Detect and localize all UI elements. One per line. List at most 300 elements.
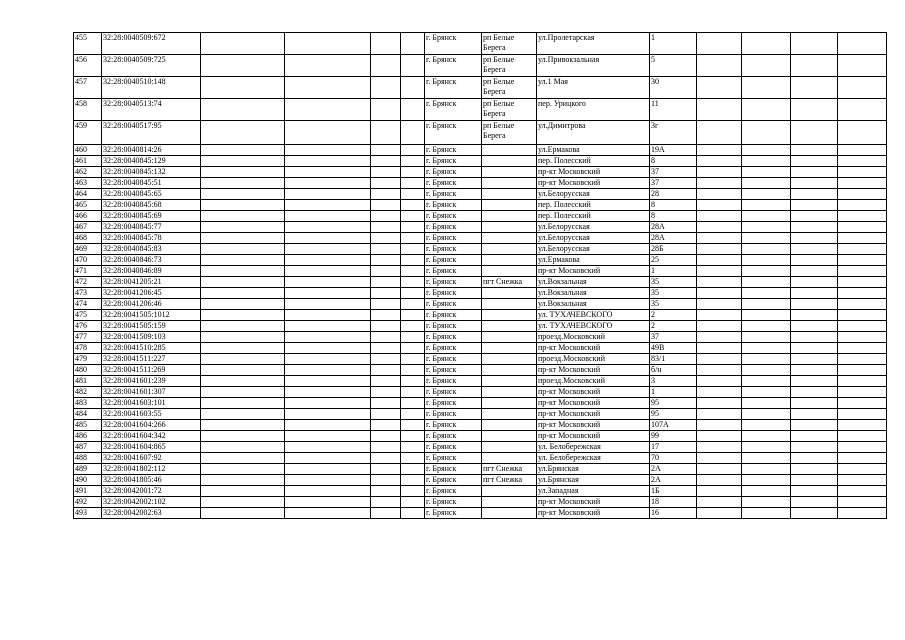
- empty-cell: [742, 288, 791, 299]
- empty-cell: [201, 343, 285, 354]
- table-body: [74, 33, 887, 519]
- house-number-cell: 28А: [650, 222, 697, 233]
- cadastral-number-cell: 32:28:0040846:73: [102, 255, 201, 266]
- city-cell: г. Брянск: [425, 387, 482, 398]
- table-row: [74, 255, 887, 266]
- locality-cell: [482, 266, 537, 277]
- empty-cell: [285, 156, 371, 167]
- cadastral-number-cell: 32:28:0041607:92: [102, 453, 201, 464]
- table-row: [74, 431, 887, 442]
- house-number-cell: 3г: [650, 121, 697, 145]
- row-number-cell: 472: [74, 277, 102, 288]
- street-cell: пер. Полесский: [537, 200, 650, 211]
- empty-cell: [201, 321, 285, 332]
- empty-cell: [285, 431, 371, 442]
- empty-cell: [401, 321, 425, 332]
- empty-cell: [285, 497, 371, 508]
- locality-cell: [482, 387, 537, 398]
- empty-cell: [201, 508, 285, 519]
- empty-cell: [838, 55, 887, 77]
- empty-cell: [697, 288, 742, 299]
- empty-cell: [791, 233, 838, 244]
- empty-cell: [401, 387, 425, 398]
- cadastral-number-cell: 32:28:0041509:103: [102, 332, 201, 343]
- cadastral-number-cell: 32:28:0042002:63: [102, 508, 201, 519]
- row-number-cell: 460: [74, 145, 102, 156]
- street-cell: ул.Ермакова: [537, 145, 650, 156]
- empty-cell: [697, 156, 742, 167]
- empty-cell: [285, 453, 371, 464]
- cadastral-number-cell: 32:28:0041510:285: [102, 343, 201, 354]
- locality-cell: пгт Снежка: [482, 277, 537, 288]
- locality-cell: [482, 376, 537, 387]
- table-row: [74, 332, 887, 343]
- table-row: [74, 167, 887, 178]
- empty-cell: [742, 497, 791, 508]
- empty-cell: [838, 255, 887, 266]
- empty-cell: [285, 189, 371, 200]
- empty-cell: [371, 310, 401, 321]
- empty-cell: [285, 464, 371, 475]
- locality-cell: [482, 222, 537, 233]
- empty-cell: [697, 310, 742, 321]
- house-number-cell: 83/1: [650, 354, 697, 365]
- empty-cell: [201, 178, 285, 189]
- empty-cell: [371, 420, 401, 431]
- locality-cell: рп Белые Берега: [482, 55, 537, 77]
- empty-cell: [201, 442, 285, 453]
- locality-cell: [482, 156, 537, 167]
- empty-cell: [401, 442, 425, 453]
- house-number-cell: 11: [650, 99, 697, 121]
- street-cell: пр-кт Московский: [537, 343, 650, 354]
- street-cell: пр-кт Московский: [537, 420, 650, 431]
- city-cell: г. Брянск: [425, 255, 482, 266]
- city-cell: г. Брянск: [425, 486, 482, 497]
- empty-cell: [201, 288, 285, 299]
- locality-cell: [482, 288, 537, 299]
- city-cell: г. Брянск: [425, 222, 482, 233]
- city-cell: г. Брянск: [425, 343, 482, 354]
- empty-cell: [371, 211, 401, 222]
- empty-cell: [285, 200, 371, 211]
- empty-cell: [285, 387, 371, 398]
- house-number-cell: б/н: [650, 365, 697, 376]
- house-number-cell: 2: [650, 310, 697, 321]
- empty-cell: [838, 409, 887, 420]
- cadastral-number-cell: 32:28:0040509:672: [102, 33, 201, 55]
- cadastral-number-cell: 32:28:0040845:65: [102, 189, 201, 200]
- empty-cell: [838, 387, 887, 398]
- cadastral-number-cell: 32:28:0041511:269: [102, 365, 201, 376]
- table-row: [74, 343, 887, 354]
- empty-cell: [697, 178, 742, 189]
- cadastral-number-cell: 32:28:0041603:55: [102, 409, 201, 420]
- empty-cell: [371, 167, 401, 178]
- street-cell: проезд.Московский: [537, 376, 650, 387]
- empty-cell: [791, 508, 838, 519]
- empty-cell: [838, 178, 887, 189]
- locality-cell: [482, 233, 537, 244]
- empty-cell: [401, 77, 425, 99]
- empty-cell: [697, 145, 742, 156]
- house-number-cell: 70: [650, 453, 697, 464]
- empty-cell: [285, 211, 371, 222]
- empty-cell: [401, 354, 425, 365]
- street-cell: ул.Брянская: [537, 464, 650, 475]
- empty-cell: [791, 200, 838, 211]
- table-row: [74, 244, 887, 255]
- house-number-cell: 8: [650, 200, 697, 211]
- empty-cell: [285, 420, 371, 431]
- empty-cell: [371, 255, 401, 266]
- cadastral-number-cell: 32:28:0041805:46: [102, 475, 201, 486]
- empty-cell: [791, 431, 838, 442]
- empty-cell: [401, 420, 425, 431]
- street-cell: ул.Белорусская: [537, 244, 650, 255]
- empty-cell: [742, 398, 791, 409]
- empty-cell: [838, 233, 887, 244]
- row-number-cell: 459: [74, 121, 102, 145]
- empty-cell: [401, 178, 425, 189]
- house-number-cell: 25: [650, 255, 697, 266]
- empty-cell: [742, 211, 791, 222]
- empty-cell: [401, 497, 425, 508]
- empty-cell: [791, 299, 838, 310]
- empty-cell: [371, 464, 401, 475]
- empty-cell: [838, 145, 887, 156]
- table-row: [74, 156, 887, 167]
- empty-cell: [838, 508, 887, 519]
- house-number-cell: 18: [650, 497, 697, 508]
- empty-cell: [791, 486, 838, 497]
- empty-cell: [791, 222, 838, 233]
- row-number-cell: 491: [74, 486, 102, 497]
- empty-cell: [791, 365, 838, 376]
- cadastral-number-cell: 32:28:0040513:74: [102, 99, 201, 121]
- empty-cell: [371, 321, 401, 332]
- row-number-cell: 486: [74, 431, 102, 442]
- street-cell: ул. ТУХАЧЕВСКОГО: [537, 310, 650, 321]
- empty-cell: [285, 99, 371, 121]
- empty-cell: [742, 354, 791, 365]
- empty-cell: [201, 310, 285, 321]
- empty-cell: [401, 310, 425, 321]
- empty-cell: [742, 420, 791, 431]
- house-number-cell: 28: [650, 189, 697, 200]
- street-cell: пр-кт Московский: [537, 266, 650, 277]
- empty-cell: [371, 365, 401, 376]
- empty-cell: [285, 33, 371, 55]
- city-cell: г. Брянск: [425, 464, 482, 475]
- locality-cell: [482, 508, 537, 519]
- empty-cell: [201, 167, 285, 178]
- empty-cell: [742, 99, 791, 121]
- table-row: [74, 200, 887, 211]
- house-number-cell: 37: [650, 332, 697, 343]
- empty-cell: [371, 343, 401, 354]
- empty-cell: [401, 299, 425, 310]
- empty-cell: [838, 497, 887, 508]
- empty-cell: [838, 244, 887, 255]
- house-number-cell: 2А: [650, 475, 697, 486]
- empty-cell: [371, 442, 401, 453]
- empty-cell: [285, 178, 371, 189]
- empty-cell: [285, 121, 371, 145]
- empty-cell: [697, 200, 742, 211]
- cadastral-number-cell: 32:28:0041603:101: [102, 398, 201, 409]
- row-number-cell: 456: [74, 55, 102, 77]
- table-row: [74, 233, 887, 244]
- empty-cell: [742, 189, 791, 200]
- table-row: [74, 398, 887, 409]
- house-number-cell: 37: [650, 178, 697, 189]
- street-cell: ул.Белорусская: [537, 189, 650, 200]
- street-cell: ул.Ермакова: [537, 255, 650, 266]
- empty-cell: [697, 321, 742, 332]
- house-number-cell: 95: [650, 398, 697, 409]
- city-cell: г. Брянск: [425, 508, 482, 519]
- row-number-cell: 455: [74, 33, 102, 55]
- street-cell: ул.Пролетарская: [537, 33, 650, 55]
- table-row: [74, 420, 887, 431]
- city-cell: г. Брянск: [425, 442, 482, 453]
- city-cell: г. Брянск: [425, 497, 482, 508]
- empty-cell: [371, 288, 401, 299]
- street-cell: ул. Белобережская: [537, 442, 650, 453]
- table-row: [74, 453, 887, 464]
- empty-cell: [401, 233, 425, 244]
- city-cell: г. Брянск: [425, 310, 482, 321]
- empty-cell: [285, 409, 371, 420]
- empty-cell: [201, 99, 285, 121]
- empty-cell: [791, 497, 838, 508]
- empty-cell: [697, 277, 742, 288]
- empty-cell: [697, 167, 742, 178]
- empty-cell: [697, 233, 742, 244]
- empty-cell: [697, 420, 742, 431]
- empty-cell: [742, 145, 791, 156]
- empty-cell: [201, 55, 285, 77]
- empty-cell: [838, 222, 887, 233]
- city-cell: г. Брянск: [425, 277, 482, 288]
- city-cell: г. Брянск: [425, 233, 482, 244]
- table-row: [74, 486, 887, 497]
- empty-cell: [742, 387, 791, 398]
- house-number-cell: 37: [650, 167, 697, 178]
- city-cell: г. Брянск: [425, 321, 482, 332]
- street-cell: ул. Белобережская: [537, 453, 650, 464]
- empty-cell: [742, 266, 791, 277]
- empty-cell: [371, 55, 401, 77]
- city-cell: г. Брянск: [425, 167, 482, 178]
- empty-cell: [838, 343, 887, 354]
- row-number-cell: 493: [74, 508, 102, 519]
- empty-cell: [371, 200, 401, 211]
- empty-cell: [201, 145, 285, 156]
- street-cell: пр-кт Московский: [537, 409, 650, 420]
- empty-cell: [697, 332, 742, 343]
- empty-cell: [697, 222, 742, 233]
- table-row: [74, 288, 887, 299]
- empty-cell: [838, 365, 887, 376]
- locality-cell: [482, 486, 537, 497]
- empty-cell: [838, 167, 887, 178]
- empty-cell: [791, 189, 838, 200]
- table-row: [74, 55, 887, 77]
- empty-cell: [401, 145, 425, 156]
- empty-cell: [201, 266, 285, 277]
- empty-cell: [838, 332, 887, 343]
- empty-cell: [285, 332, 371, 343]
- empty-cell: [791, 343, 838, 354]
- street-cell: ул.Вокзальная: [537, 288, 650, 299]
- empty-cell: [201, 486, 285, 497]
- empty-cell: [791, 332, 838, 343]
- empty-cell: [371, 77, 401, 99]
- street-cell: ул.Вокзальная: [537, 299, 650, 310]
- street-cell: ул.Привокзальная: [537, 55, 650, 77]
- empty-cell: [791, 33, 838, 55]
- empty-cell: [791, 464, 838, 475]
- locality-cell: [482, 178, 537, 189]
- house-number-cell: 49В: [650, 343, 697, 354]
- empty-cell: [742, 431, 791, 442]
- empty-cell: [791, 266, 838, 277]
- empty-cell: [838, 453, 887, 464]
- table-row: [74, 365, 887, 376]
- locality-cell: рп Белые Берега: [482, 33, 537, 55]
- row-number-cell: 474: [74, 299, 102, 310]
- street-cell: пр-кт Московский: [537, 431, 650, 442]
- city-cell: г. Брянск: [425, 145, 482, 156]
- row-number-cell: 483: [74, 398, 102, 409]
- empty-cell: [742, 332, 791, 343]
- city-cell: г. Брянск: [425, 332, 482, 343]
- city-cell: г. Брянск: [425, 200, 482, 211]
- locality-cell: рп Белые Берега: [482, 121, 537, 145]
- city-cell: г. Брянск: [425, 453, 482, 464]
- locality-cell: [482, 409, 537, 420]
- city-cell: г. Брянск: [425, 475, 482, 486]
- empty-cell: [401, 398, 425, 409]
- cadastral-number-cell: 32:28:0041604:865: [102, 442, 201, 453]
- cadastral-number-cell: 32:28:0041206:46: [102, 299, 201, 310]
- empty-cell: [371, 431, 401, 442]
- cadastral-number-cell: 32:28:0040845:78: [102, 233, 201, 244]
- empty-cell: [742, 77, 791, 99]
- empty-cell: [285, 376, 371, 387]
- house-number-cell: 8: [650, 211, 697, 222]
- empty-cell: [791, 121, 838, 145]
- empty-cell: [838, 486, 887, 497]
- empty-cell: [697, 508, 742, 519]
- street-cell: проезд.Московский: [537, 332, 650, 343]
- cadastral-number-cell: 32:28:0040845:69: [102, 211, 201, 222]
- locality-cell: [482, 244, 537, 255]
- empty-cell: [285, 343, 371, 354]
- empty-cell: [371, 354, 401, 365]
- cadastral-number-cell: 32:28:0041511:227: [102, 354, 201, 365]
- table-row: [74, 277, 887, 288]
- empty-cell: [201, 497, 285, 508]
- empty-cell: [201, 420, 285, 431]
- table-row: [74, 442, 887, 453]
- locality-cell: [482, 167, 537, 178]
- house-number-cell: 2: [650, 321, 697, 332]
- city-cell: г. Брянск: [425, 365, 482, 376]
- row-number-cell: 469: [74, 244, 102, 255]
- empty-cell: [697, 431, 742, 442]
- row-number-cell: 488: [74, 453, 102, 464]
- street-cell: ул.1 Мая: [537, 77, 650, 99]
- locality-cell: [482, 211, 537, 222]
- house-number-cell: 35: [650, 299, 697, 310]
- empty-cell: [791, 475, 838, 486]
- city-cell: г. Брянск: [425, 409, 482, 420]
- empty-cell: [697, 266, 742, 277]
- empty-cell: [285, 365, 371, 376]
- empty-cell: [371, 121, 401, 145]
- empty-cell: [401, 244, 425, 255]
- cadastral-number-cell: 32:28:0041802:112: [102, 464, 201, 475]
- cadastral-number-cell: 32:28:0042002:102: [102, 497, 201, 508]
- locality-cell: рп Белые Берега: [482, 77, 537, 99]
- empty-cell: [201, 376, 285, 387]
- empty-cell: [401, 167, 425, 178]
- empty-cell: [201, 156, 285, 167]
- empty-cell: [697, 211, 742, 222]
- street-cell: ул.Брянская: [537, 475, 650, 486]
- street-cell: ул.Белорусская: [537, 222, 650, 233]
- locality-cell: [482, 255, 537, 266]
- empty-cell: [201, 332, 285, 343]
- locality-cell: [482, 442, 537, 453]
- empty-cell: [201, 211, 285, 222]
- locality-cell: рп Белые Берега: [482, 99, 537, 121]
- row-number-cell: 471: [74, 266, 102, 277]
- empty-cell: [371, 376, 401, 387]
- empty-cell: [201, 398, 285, 409]
- empty-cell: [742, 178, 791, 189]
- cadastral-number-cell: 32:28:0041601:307: [102, 387, 201, 398]
- house-number-cell: 95: [650, 409, 697, 420]
- empty-cell: [371, 178, 401, 189]
- empty-cell: [791, 409, 838, 420]
- empty-cell: [697, 299, 742, 310]
- empty-cell: [285, 145, 371, 156]
- empty-cell: [371, 233, 401, 244]
- house-number-cell: 1: [650, 33, 697, 55]
- street-cell: ул. ТУХАЧЕВСКОГО: [537, 321, 650, 332]
- empty-cell: [742, 508, 791, 519]
- empty-cell: [742, 277, 791, 288]
- city-cell: г. Брянск: [425, 99, 482, 121]
- row-number-cell: 461: [74, 156, 102, 167]
- empty-cell: [285, 508, 371, 519]
- row-number-cell: 473: [74, 288, 102, 299]
- empty-cell: [371, 277, 401, 288]
- locality-cell: [482, 332, 537, 343]
- table-row: [74, 354, 887, 365]
- row-number-cell: 484: [74, 409, 102, 420]
- empty-cell: [401, 332, 425, 343]
- row-number-cell: 492: [74, 497, 102, 508]
- empty-cell: [401, 475, 425, 486]
- empty-cell: [791, 145, 838, 156]
- empty-cell: [742, 299, 791, 310]
- empty-cell: [371, 486, 401, 497]
